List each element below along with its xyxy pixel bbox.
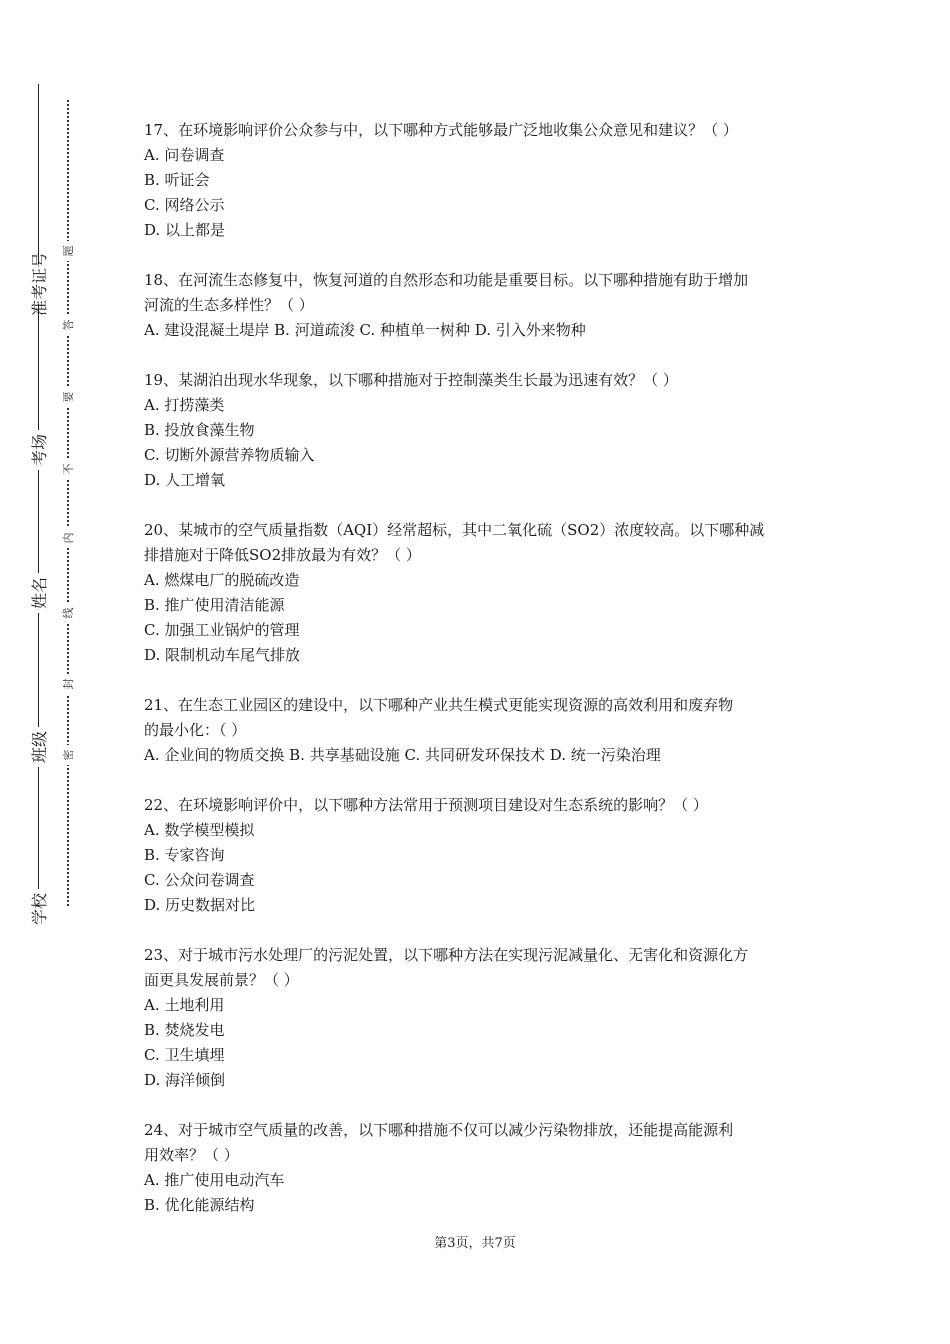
option-a: A. 推广使用电动汽车	[144, 1171, 285, 1189]
option-c: C. 网络公示	[144, 196, 225, 214]
question-stem-cont: 面更具发展前景？（ ）	[144, 971, 299, 989]
seal-char: 线	[58, 603, 78, 623]
question-18	[144, 268, 814, 343]
option-a: A. 燃煤电厂的脱硫改造	[144, 571, 300, 589]
seal-char: 不	[58, 459, 78, 479]
question-20	[144, 518, 814, 668]
seal-char: 密	[58, 745, 78, 765]
page-footer: 第3页，共7页	[434, 1236, 516, 1251]
option-c: C. 切断外源营养物质输入	[144, 446, 315, 464]
seal-char: 题	[58, 241, 78, 261]
seal-char: 封	[58, 674, 78, 694]
option-c: C. 卫生填埋	[144, 1046, 225, 1064]
question-stem: 17、在环境影响评价公众参与中，以下哪种方式能够最广泛地收集公众意见和建议？（ ）	[144, 121, 738, 139]
question-list	[144, 118, 814, 1243]
binding-line-solid	[38, 84, 39, 926]
exam-number-label: 准考证号	[18, 264, 58, 304]
option-b: B. 听证会	[144, 171, 210, 189]
question-stem: 20、某城市的空气质量指数（AQI）经常超标，其中二氧化硫（SO2）浓度较高。以下哪种减	[144, 521, 765, 539]
question-19	[144, 368, 814, 493]
seal-line-dotted	[67, 100, 69, 906]
question-stem: 22、在环境影响评价中，以下哪种方法常用于预测项目建设对生态系统的影响？（ ）	[144, 796, 708, 814]
option-b: B. 专家咨询	[144, 846, 225, 864]
options-inline: A. 企业间的物质交换 B. 共享基础设施 C. 共同研发环保技术 D. 统一污染治理	[144, 746, 661, 764]
question-23	[144, 943, 814, 1093]
question-stem: 24、对于城市空气质量的改善，以下哪种措施不仅可以减少污染物排放，还能提高能源利	[144, 1121, 734, 1139]
question-17	[144, 118, 814, 243]
question-stem: 23、对于城市污水处理厂的污泥处置，以下哪种方法在实现污泥减量化、无害化和资源化方	[144, 946, 749, 964]
class-label: 班级	[18, 727, 58, 767]
option-d: D. 以上都是	[144, 221, 226, 239]
option-b: B. 推广使用清洁能源	[144, 596, 285, 614]
option-b: B. 优化能源结构	[144, 1196, 255, 1214]
question-stem: 18、在河流生态修复中，恢复河道的自然形态和功能是重要目标。以下哪种措施有助于增加	[144, 271, 749, 289]
question-stem-cont: 的最小化：（ ）	[144, 721, 247, 739]
option-d: D. 海洋倾倒	[144, 1071, 226, 1089]
question-stem-cont: 排措施对于降低SO2排放最为有效？（ ）	[144, 546, 421, 564]
question-stem-cont: 河流的生态多样性？（ ）	[144, 296, 314, 314]
question-21	[144, 693, 814, 768]
question-24	[144, 1118, 814, 1218]
option-a: A. 问卷调查	[144, 146, 225, 164]
seal-char: 内	[58, 528, 78, 548]
option-a: A. 打捞藻类	[144, 396, 225, 414]
question-22	[144, 793, 814, 918]
option-a: A. 数学模型模拟	[144, 821, 255, 839]
option-d: D. 历史数据对比	[144, 896, 256, 914]
school-label: 学校	[18, 889, 58, 929]
option-b: B. 焚烧发电	[144, 1021, 225, 1039]
exam-room-label: 考场	[18, 430, 58, 470]
seal-char: 答	[58, 315, 78, 335]
option-a: A. 土地利用	[144, 996, 225, 1014]
question-stem: 19、某湖泊出现水华现象，以下哪种措施对于控制藻类生长最为迅速有效？（ ）	[144, 371, 678, 389]
question-stem-cont: 用效率？（ ）	[144, 1146, 239, 1164]
name-label: 姓名	[18, 573, 58, 613]
question-stem: 21、在生态工业园区的建设中，以下哪种产业共生模式更能实现资源的高效利用和废弃物	[144, 696, 734, 714]
option-c: C. 公众问卷调查	[144, 871, 255, 889]
option-b: B. 投放食藻生物	[144, 421, 255, 439]
option-c: C. 加强工业锅炉的管理	[144, 621, 300, 639]
option-d: D. 限制机动车尾气排放	[144, 646, 301, 664]
option-d: D. 人工增氧	[144, 471, 226, 489]
options-inline: A. 建设混凝土堤岸 B. 河道疏浚 C. 种植单一树种 D. 引入外来物种	[144, 321, 586, 339]
seal-char: 要	[58, 387, 78, 407]
